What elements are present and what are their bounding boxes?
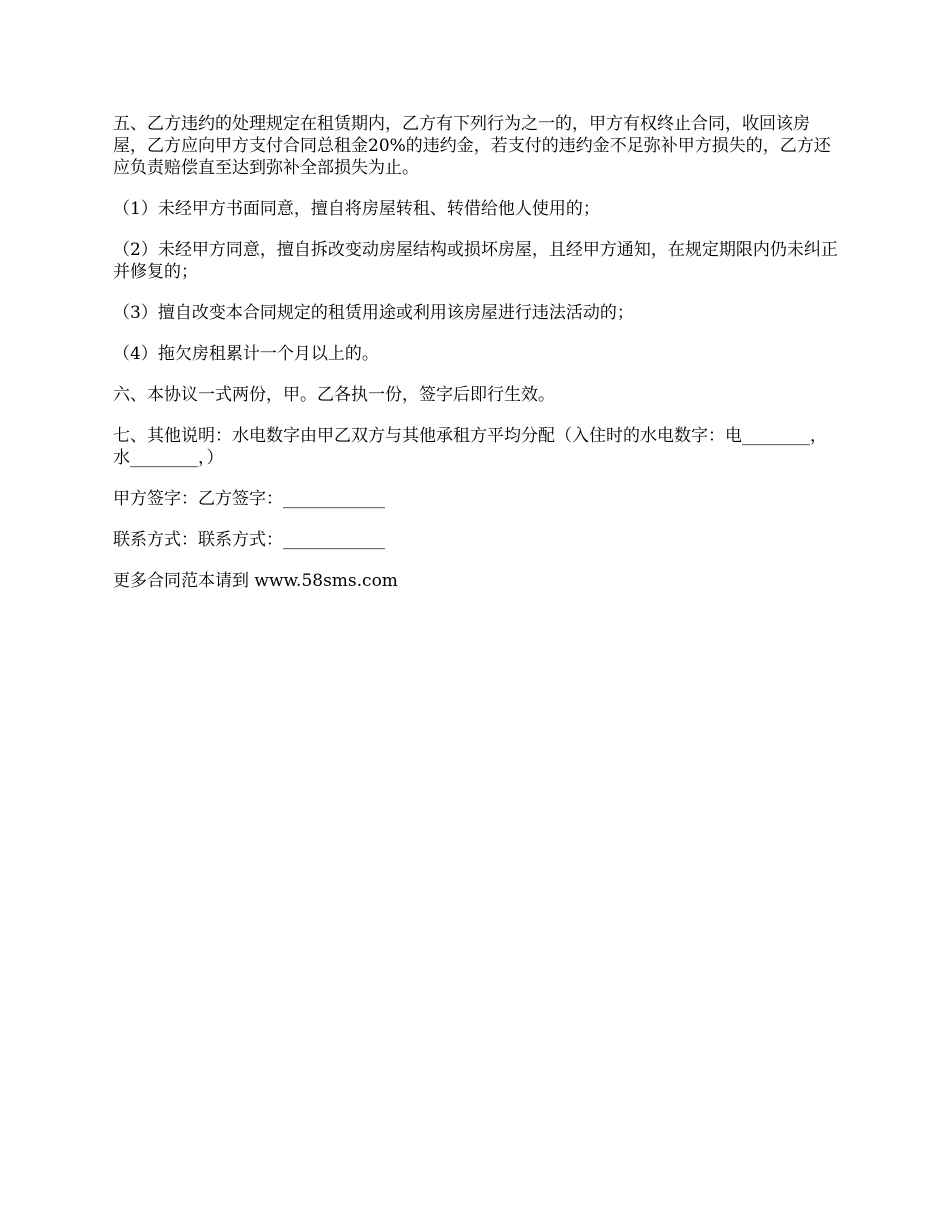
breach-item-4: （4）拖欠房租累计一个月以上的。 (113, 344, 379, 364)
document-body (113, 113, 843, 611)
breach-item-3: （3）擅自改变本合同规定的租赁用途或利用该房屋进行违法活动的； (113, 303, 634, 323)
signature-line: 甲方签字：乙方签字：____________ (113, 489, 385, 509)
footer-more-templates: 更多合同范本请到 www.58sms.com (113, 571, 398, 591)
breach-item-1: （1）未经甲方书面同意，擅自将房屋转租、转借给他人使用的； (113, 199, 600, 219)
clause-six-copies: 六、本协议一式两份，甲。乙各执一份，签字后即行生效。 (113, 385, 555, 405)
contact-line: 联系方式：联系方式：____________ (113, 530, 385, 550)
clause-seven-other-notes: 七、其他说明：水电数字由甲乙双方与其他承租方平均分配（入住时的水电数字：电________，水________，） (113, 426, 827, 468)
breach-item-2: （2）未经甲方同意，擅自拆改变动房屋结构或损坏房屋，且经甲方通知，在规定期限内仍未纠正并修复的； (113, 240, 838, 282)
clause-five-breach-terms: 五、乙方违约的处理规定在租赁期内，乙方有下列行为之一的，甲方有权终止合同，收回该房屋，乙方应向甲方支付合同总租金20%的违约金，若支付的违约金不足弥补甲方损失的，乙方还应负责赔偿直至达到弥补全部损失为止。 (113, 114, 831, 178)
